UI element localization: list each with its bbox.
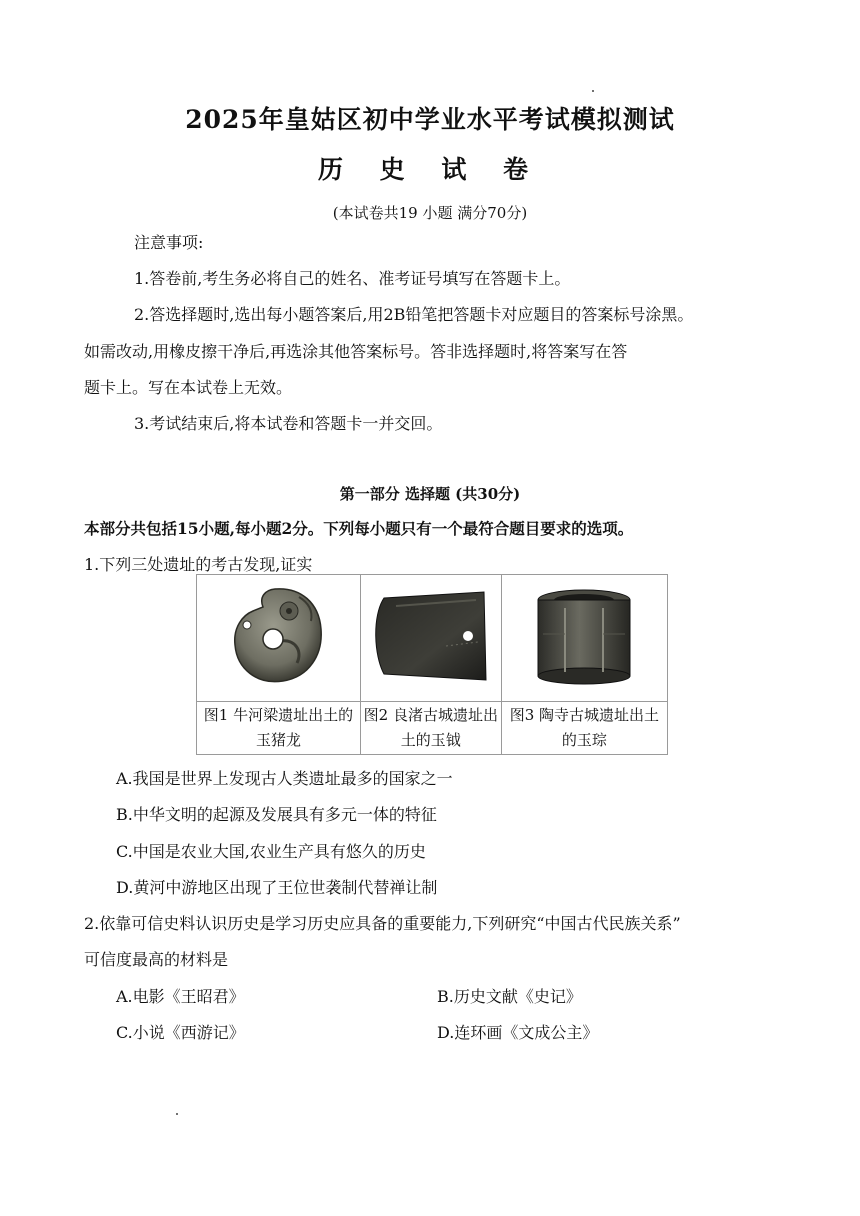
question-1-option-a: A.我国是世界上发现古人类遗址最多的国家之一 <box>116 769 453 788</box>
question-2-option-b: B.历史文献《史记》 <box>437 987 582 1006</box>
exam-title: 2025年皇姑区初中学业水平考试模拟测试 <box>185 105 675 134</box>
jade-cong-icon <box>519 584 649 688</box>
jade-axe-icon <box>366 586 496 686</box>
instruction-item: 如需改动,用橡皮擦干净后,再选涂其他答案标号。答非选择题时,将答案写在答 <box>84 342 628 361</box>
instruction-item: 3.考试结束后,将本试卷和答题卡一并交回。 <box>134 414 443 433</box>
question-2-stem: 2.依靠可信史料认识历史是学习历史应具备的重要能力,下列研究“中国古代民族关系” <box>84 914 681 933</box>
figure-2-image <box>360 575 501 702</box>
exam-subject: 历 史 试 卷 <box>317 155 543 184</box>
figure-table <box>196 574 668 755</box>
question-1-option-d: D.黄河中游地区出现了王位世袭制代替禅让制 <box>116 878 438 897</box>
figure-3-image <box>501 575 667 702</box>
figure-2-caption: 图2 良渚古城遗址出土的玉钺 <box>360 702 501 755</box>
section-description: 本部分共包括15小题,每小题2分。下列每小题只有一个最符合题目要求的选项。 <box>84 519 634 538</box>
exam-note: (本试卷共19 小题 满分70分) <box>332 204 528 222</box>
section-title: 第一部分 选择题 (共30分) <box>339 485 521 503</box>
scan-speck <box>592 90 594 92</box>
scan-speck <box>176 1113 178 1115</box>
question-2-option-a: A.电影《王昭君》 <box>116 987 245 1006</box>
instructions-heading: 注意事项: <box>134 233 204 252</box>
question-1-option-c: C.中国是农业大国,农业生产具有悠久的历史 <box>116 842 426 861</box>
figure-1-caption: 图1 牛河梁遗址出土的玉猪龙 <box>197 702 361 755</box>
question-2-stem-continued: 可信度最高的材料是 <box>84 950 229 969</box>
question-1-stem: 1.下列三处遗址的考古发现,证实 <box>84 555 313 574</box>
instruction-item: 2.答选择题时,选出每小题答案后,用2B铅笔把答题卡对应题目的答案标号涂黑。 <box>134 305 694 324</box>
question-1-option-b: B.中华文明的起源及发展具有多元一体的特征 <box>116 805 437 824</box>
instruction-item: 1.答卷前,考生务必将自己的姓名、准考证号填写在答题卡上。 <box>134 269 571 288</box>
instruction-item: 题卡上。写在本试卷上无效。 <box>84 378 293 397</box>
jade-pig-dragon-icon <box>223 581 333 691</box>
figure-3-caption: 图3 陶寺古城遗址出土的玉琮 <box>501 702 667 755</box>
question-2-option-c: C.小说《西游记》 <box>116 1023 245 1042</box>
question-2-option-d: D.连环画《文成公主》 <box>437 1023 599 1042</box>
figure-1-image <box>197 575 361 702</box>
